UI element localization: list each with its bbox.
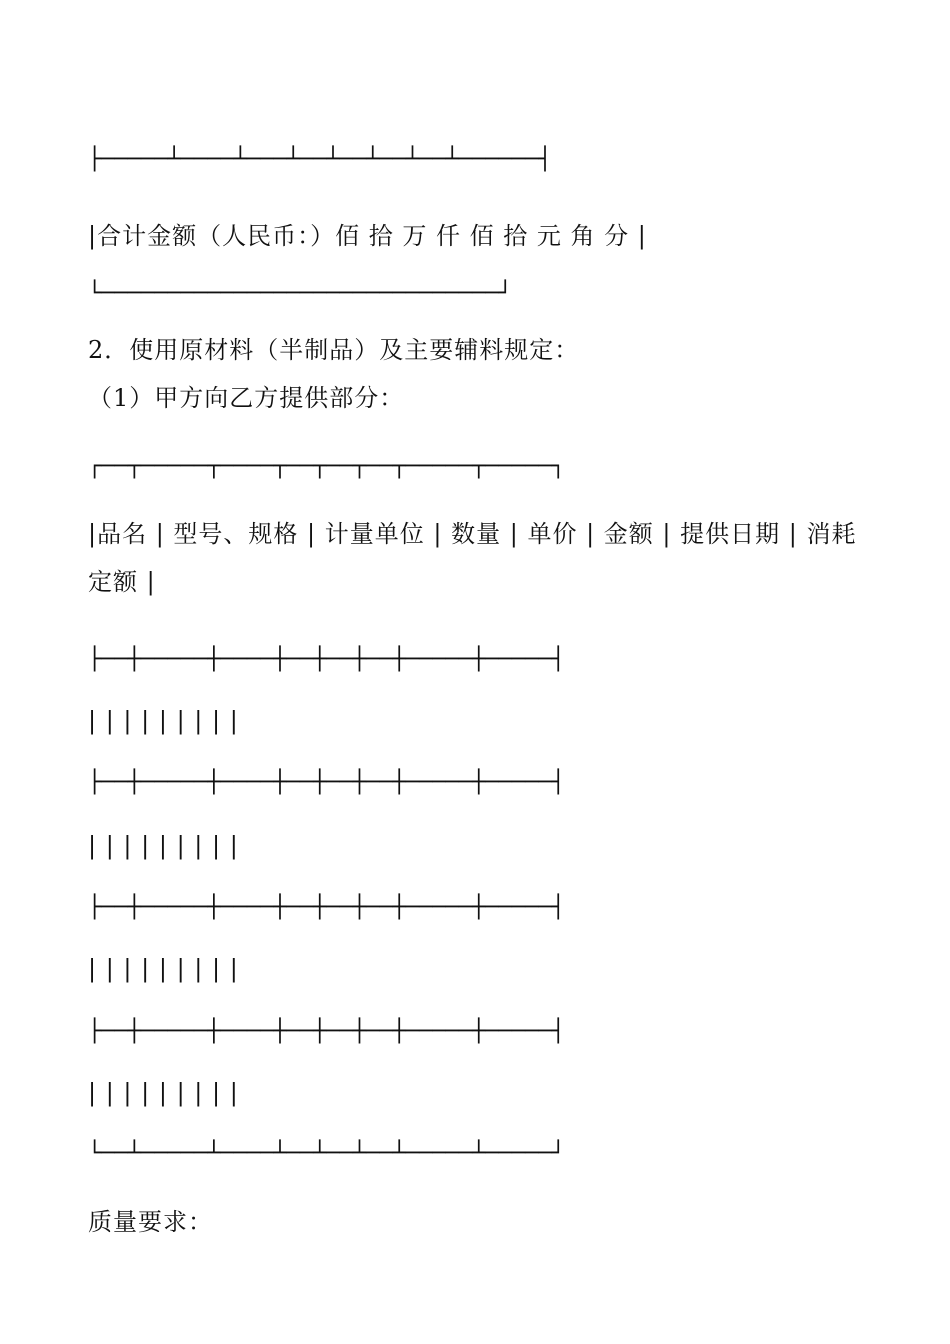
materials-table-rule-mid: ├──┼─────┼────┼──┼──┼──┼─────┼─────┤: [88, 1019, 565, 1044]
materials-table-rule-top: ┌──┬─────┬────┬──┬──┬──┬─────┬─────┐: [88, 454, 565, 479]
materials-table-rule-bottom: └──┴─────┴────┴──┴──┴──┴─────┴─────┘: [88, 1141, 565, 1166]
table-rule-close: └──────────────────────────────┘: [88, 281, 512, 306]
materials-table-rule-mid: ├──┼─────┼────┼──┼──┼──┼─────┼─────┤: [88, 647, 565, 672]
materials-table-rule-mid: ├──┼─────┼────┼──┼──┼──┼─────┼─────┤: [88, 770, 565, 795]
materials-table-rule-mid: ├──┼─────┼────┼──┼──┼──┼─────┼─────┤: [88, 895, 565, 920]
materials-table-empty-row: | | | | | | | | |: [88, 955, 239, 983]
total-amount-row: |合计金额（人民币：）佰 拾 万 仟 佰 拾 元 角 分 |: [88, 222, 647, 250]
materials-table-empty-row: | | | | | | | | |: [88, 707, 239, 735]
subsection-party-a-supply: （1）甲方向乙方提供部分：: [88, 384, 405, 412]
materials-table-empty-row: | | | | | | | | |: [88, 1079, 239, 1107]
table-rule-bottom-columns: ├─────┴────┴───┴──┴──┴──┴──┴──────┤: [88, 147, 552, 172]
section-heading-materials: 2．使用原材料（半制品）及主要辅料规定：: [88, 336, 580, 364]
quality-requirements-label: 质量要求：: [88, 1208, 213, 1236]
materials-table-header-row: |品名 | 型号、规格 | 计量单位 | 数量 | 单价 | 金额 | 提供日期 | 消耗定额 |: [88, 520, 857, 596]
materials-table-empty-row: | | | | | | | | |: [88, 832, 239, 860]
